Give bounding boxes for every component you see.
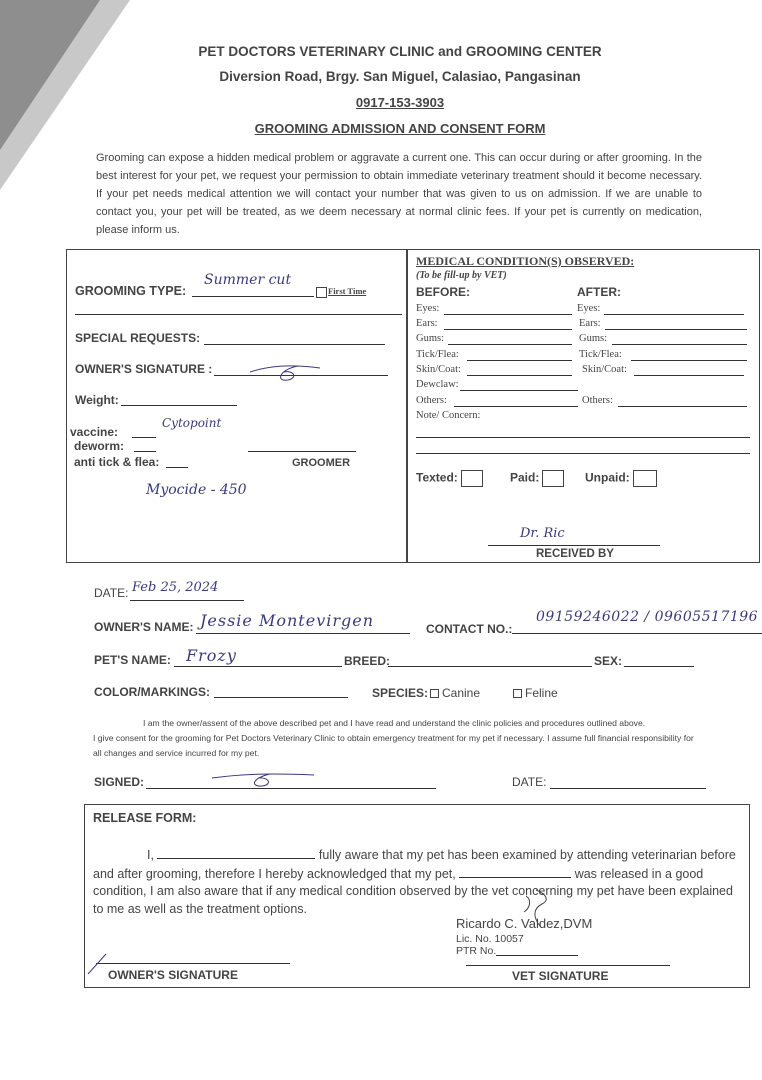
- grooming-type-value: Summer cut: [204, 272, 292, 288]
- paid-option[interactable]: [510, 470, 564, 487]
- contact-value: 09159246022 / 09605517196: [536, 609, 759, 625]
- release-title: RELEASE FORM:: [93, 811, 197, 825]
- note-concern-line-1[interactable]: [416, 437, 750, 438]
- release-i: I,: [147, 848, 154, 862]
- vet-signature-label: VET SIGNATURE: [512, 969, 609, 983]
- antitick-label: anti tick & flea:: [74, 455, 160, 469]
- before-gums-field[interactable]: [448, 344, 572, 345]
- deworm-label: deworm:: [74, 439, 125, 453]
- owner-signature-label: OWNER'S SIGNATURE :: [75, 362, 213, 376]
- release-paragraph: [93, 846, 745, 918]
- medical-subtitle: (To be fill-up by VET): [416, 270, 507, 281]
- received-by-label: RECEIVED BY: [536, 548, 614, 560]
- grooming-type-field[interactable]: [192, 296, 314, 297]
- after-gums-field[interactable]: [612, 344, 747, 345]
- consent-date-label: DATE:: [512, 775, 547, 789]
- before-ears-field[interactable]: [444, 329, 572, 330]
- grooming-type-extra-line[interactable]: [75, 314, 402, 315]
- species-label: SPECIES:: [372, 686, 429, 700]
- vet-name: Ricardo C. Valdez,DVM: [456, 916, 593, 931]
- contact-label: CONTACT NO.:: [426, 622, 513, 636]
- after-eyes-field[interactable]: [604, 314, 744, 315]
- after-others-field[interactable]: [618, 406, 747, 407]
- groomer-field[interactable]: [248, 451, 356, 452]
- after-label: AFTER:: [577, 285, 621, 299]
- pet-name-field[interactable]: [174, 666, 342, 667]
- first-time-label: First Time: [328, 286, 367, 296]
- medication-note: Myocide - 450: [146, 482, 247, 498]
- clinic-address: Diversion Road, Brgy. San Miguel, Calasiao, Pangasinan: [219, 69, 581, 84]
- clinic-name: PET DOCTORS VETERINARY CLINIC and GROOMING CENTER: [198, 44, 602, 59]
- paid-label: Paid:: [510, 470, 540, 485]
- grooming-type-label: GROOMING TYPE:: [75, 284, 187, 298]
- clinic-phone: 0917-153-3903: [355, 95, 445, 110]
- vaccine-value: Cytopoint: [162, 416, 222, 430]
- after-skincoat-field[interactable]: [634, 375, 744, 376]
- contact-field[interactable]: [512, 633, 762, 634]
- breed-label: BREED:: [344, 654, 391, 668]
- vet-ptr-field[interactable]: [496, 955, 578, 956]
- consent-line-2: I give consent for the grooming for Pet Doctors Veterinary Clinic to obtain emergency treatment for my pet if necessary. I assume full financial responsibility for all changes and service incurred for my pet.: [93, 733, 694, 758]
- owner-signature-release-label: OWNER'S SIGNATURE: [108, 968, 238, 982]
- signed-label: SIGNED:: [94, 775, 145, 789]
- sex-label: SEX:: [594, 654, 623, 668]
- after-ears-field[interactable]: [605, 329, 747, 330]
- consent-date-field[interactable]: [550, 788, 706, 789]
- form-title: GROOMING ADMISSION AND CONSENT FORM: [254, 121, 546, 136]
- after-ears-label: Ears:: [579, 318, 601, 329]
- groomer-label: GROOMER: [292, 457, 351, 469]
- before-tickflea-label: Tick/Flea:: [416, 349, 459, 360]
- pet-name-label: PET'S NAME:: [94, 653, 171, 667]
- canine-checkbox[interactable]: [430, 689, 439, 698]
- special-requests-label: SPECIAL REQUESTS:: [75, 331, 201, 345]
- note-concern-label: Note/ Concern:: [416, 410, 481, 421]
- vaccine-label: vaccine:: [70, 425, 119, 439]
- owner-name-value: Jessie Montevirgen: [200, 611, 375, 630]
- weight-field[interactable]: [121, 405, 237, 406]
- vaccine-field[interactable]: [132, 437, 156, 438]
- owner-signature-release-field[interactable]: [96, 963, 290, 964]
- feline-option[interactable]: [513, 686, 558, 700]
- special-requests-field[interactable]: [204, 344, 385, 345]
- before-others-label: Others:: [416, 395, 447, 406]
- feline-label: Feline: [525, 686, 558, 700]
- before-others-field[interactable]: [454, 406, 578, 407]
- owner-name-label: OWNER'S NAME:: [94, 620, 194, 634]
- received-by-value: Dr. Ric: [520, 526, 565, 541]
- owner-release-checkmark: [86, 952, 110, 976]
- intro-paragraph: Grooming can expose a hidden medical problem or aggravate a current one. This can occur during or after grooming. In the best interest for your pet, we request your permission to obtain immediate veterinary treatment should it become necessary. If your pet needs medical attention we will contact your number that was given to us on admission. If we are unable to contact you, your pet will be treated, as we deem necessary at normal clinic fees. If your pet is currently on medication, please inform us.: [96, 152, 702, 236]
- deworm-field[interactable]: [134, 451, 156, 452]
- consent-text: [93, 716, 703, 761]
- consent-signature-scribble: [210, 768, 320, 790]
- texted-checkbox[interactable]: [461, 470, 483, 487]
- received-by-field[interactable]: [488, 545, 660, 546]
- after-gums-label: Gums:: [579, 333, 608, 344]
- color-markings-field[interactable]: [214, 697, 348, 698]
- before-tickflea-field[interactable]: [467, 360, 572, 361]
- weight-label: Weight:: [75, 393, 119, 407]
- texted-option[interactable]: [416, 470, 483, 487]
- after-others-label: Others:: [582, 395, 613, 406]
- before-skincoat-label: Skin/Coat:: [416, 364, 461, 375]
- after-tickflea-field[interactable]: [631, 360, 747, 361]
- texted-label: Texted:: [416, 470, 458, 485]
- before-eyes-label: Eyes:: [416, 303, 440, 314]
- before-gums-label: Gums:: [416, 333, 445, 344]
- after-skincoat-label: Skin/Coat:: [582, 364, 627, 375]
- after-eyes-label: Eyes:: [577, 303, 601, 314]
- release-text-mid: fully aware that my pet has been examined by attending veterinarian before and after grooming, therefore I hereby acknowledged that my pet,: [93, 848, 736, 881]
- before-skincoat-field[interactable]: [467, 375, 572, 376]
- canine-option[interactable]: [430, 686, 480, 700]
- before-ears-label: Ears:: [416, 318, 438, 329]
- owner-signature-scribble: [248, 360, 328, 386]
- before-dewclaw-label: Dewclaw:: [416, 379, 459, 390]
- pet-name-value: Frozy: [186, 646, 237, 665]
- date-label: DATE:: [94, 586, 129, 600]
- vet-ptr: PTR No.: [456, 945, 497, 957]
- first-time-option[interactable]: [316, 286, 366, 298]
- note-concern-line-2[interactable]: [416, 453, 750, 454]
- breed-field[interactable]: [388, 666, 592, 667]
- date-field[interactable]: [130, 600, 244, 601]
- sex-field[interactable]: [624, 666, 694, 667]
- after-tickflea-label: Tick/Flea:: [579, 349, 622, 360]
- color-markings-label: COLOR/MARKINGS:: [94, 685, 210, 699]
- unpaid-checkbox[interactable]: [633, 470, 657, 487]
- vet-license: Lic. No. 10057: [456, 933, 524, 945]
- vet-signature-field[interactable]: [466, 965, 670, 966]
- feline-checkbox[interactable]: [513, 689, 522, 698]
- release-text-end: was released in a good condition, I am also aware that if any medical condition observed by the vet concerning my pet have been explained to me as well as the treatment options.: [93, 866, 733, 916]
- antitick-field[interactable]: [166, 467, 188, 468]
- owner-name-field[interactable]: [196, 633, 410, 634]
- before-label: BEFORE:: [416, 285, 470, 299]
- unpaid-label: Unpaid:: [585, 470, 630, 485]
- paid-checkbox[interactable]: [542, 470, 564, 487]
- vet-signature-scribble: [506, 886, 566, 936]
- medical-title: MEDICAL CONDITION(S) OBSERVED:: [416, 254, 635, 268]
- date-value: Feb 25, 2024: [132, 580, 219, 595]
- first-time-checkbox[interactable]: [316, 287, 327, 298]
- before-eyes-field[interactable]: [444, 314, 572, 315]
- consent-line-1: I am the owner/assent of the above described pet and I have read and understand the clinic policies and procedures outlined above.: [143, 718, 646, 728]
- release-owner-name-field[interactable]: [157, 846, 315, 859]
- unpaid-option[interactable]: [585, 470, 657, 487]
- release-pet-name-field[interactable]: [459, 865, 571, 878]
- canine-label: Canine: [442, 686, 481, 700]
- before-dewclaw-field[interactable]: [460, 390, 578, 391]
